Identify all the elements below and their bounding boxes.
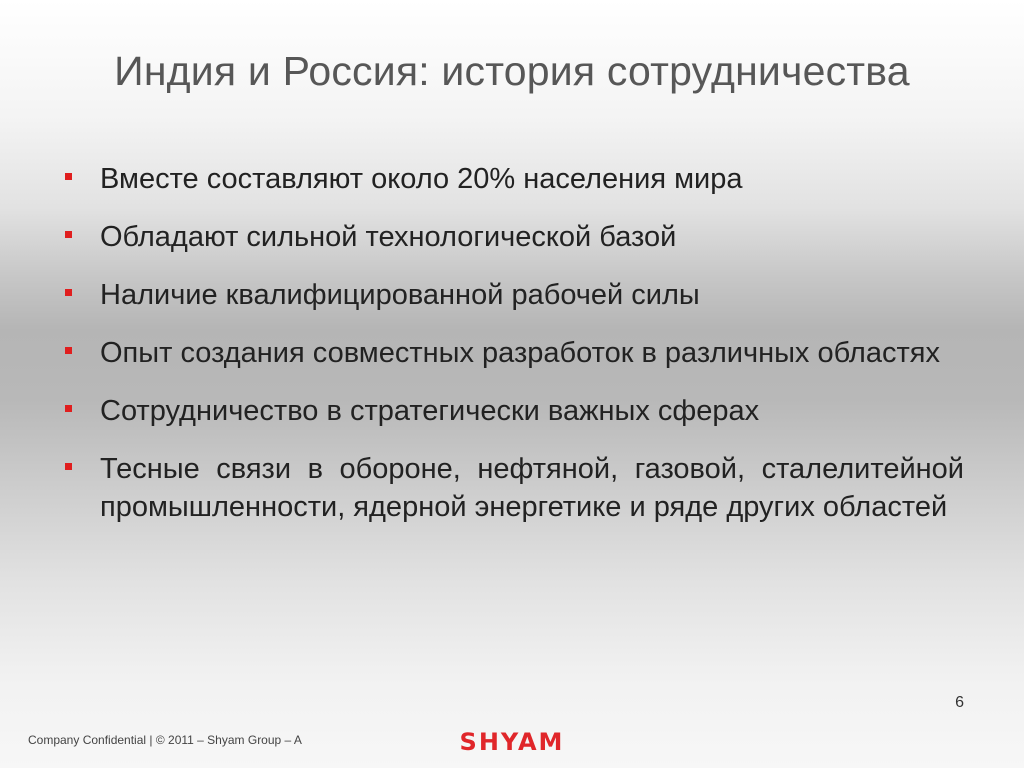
square-bullet-icon [65,173,72,180]
bullet-item [62,218,964,256]
slide-title: Индия и Россия: история сотрудничества [114,48,910,94]
bullet-item [62,160,964,198]
square-bullet-icon [65,231,72,238]
bullet-text: Вместе составляют около 20% населения мира [100,163,743,195]
bullet-text: Сотрудничество в стратегически важных сферах [100,395,760,427]
shyam-logo [446,726,578,756]
square-bullet-icon [65,463,72,470]
bullet-item [62,392,964,430]
square-bullet-icon [65,347,72,354]
square-bullet-icon [65,289,72,296]
bullet-text: Опыт создания совместных разработок в различных областях [100,337,940,369]
bullet-item [62,276,964,314]
square-bullet-icon [65,405,72,412]
footer-confidential-text: Company Confidential | © 2011 – Shyam Group – A [28,733,302,747]
bullet-list [62,160,964,546]
page-number: 6 [955,694,964,711]
bullet-text: Обладают сильной технологической базой [100,221,677,253]
bullet-item [62,334,964,372]
shyam-logo-text: SHYAM [459,728,565,756]
bullet-text: Тесные связи в обороне, нефтяной, газовой, сталелитейной промышленности, ядерной энергетике и ряде других областей [100,453,964,523]
bullet-item [62,450,964,526]
bullet-text: Наличие квалифицированной рабочей силы [100,279,700,311]
